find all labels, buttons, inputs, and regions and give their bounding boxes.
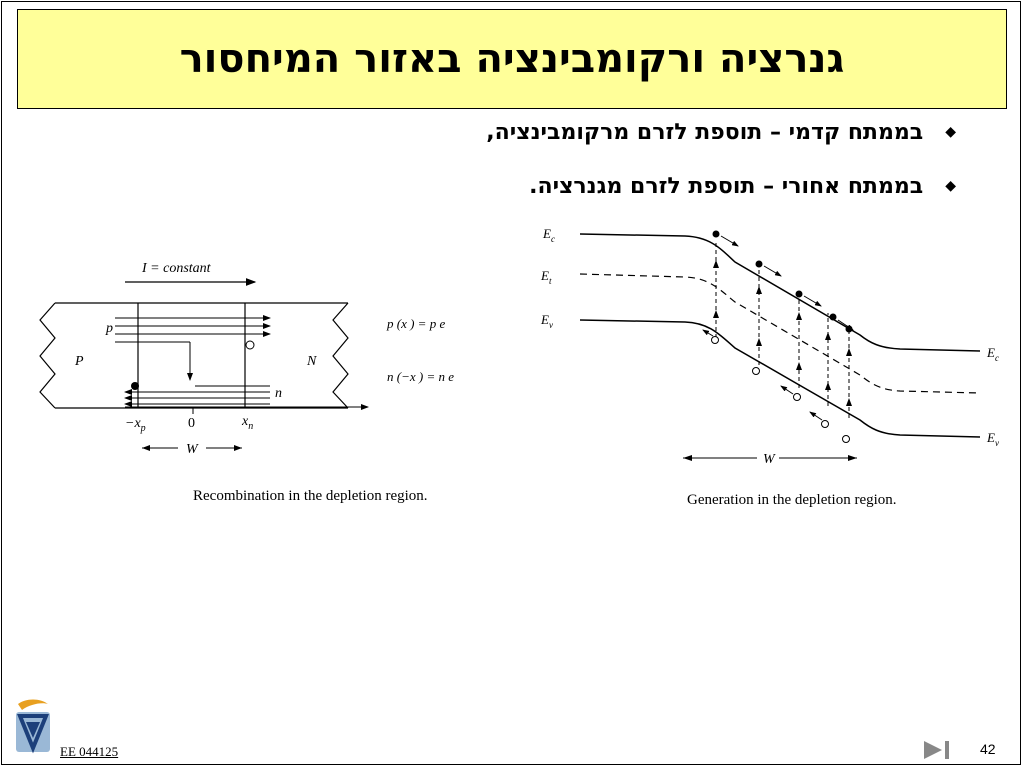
title-box	[17, 9, 1007, 109]
conduction-band-line	[580, 234, 980, 351]
course-code: EE 044125	[60, 744, 119, 759]
x-minus-label: $-x_p$	[125, 416, 146, 434]
valence-band-line	[580, 320, 980, 437]
et-label: $E_t$	[541, 268, 552, 286]
hole-icon	[246, 341, 254, 349]
electron-dots	[713, 231, 853, 333]
equation-block	[385, 308, 535, 388]
bullet-text: בממתח קדמי – תוספת לזרם מרקומבינציה,	[486, 119, 924, 145]
width-label: W	[763, 452, 775, 467]
bullet-item-forward	[486, 118, 956, 146]
bullet-text: בממתח אחורי – תוספת לזרם מגנרציה.	[529, 173, 924, 199]
electron-label: n	[275, 386, 282, 401]
p-region-label: P	[75, 354, 84, 369]
ec-left-label: $E_c$	[543, 226, 555, 244]
current-label: I = constant	[142, 261, 211, 276]
ec-right-label: $E_c$	[987, 345, 999, 363]
ev-left-label: $E_v$	[541, 312, 553, 330]
slide-title: גנרציה ורקומבינציה באזור המיחסור	[179, 36, 845, 82]
recombination-caption: Recombination in the depletion region.	[193, 488, 428, 504]
next-slide-button[interactable]	[920, 738, 956, 762]
generation-caption: Generation in the depletion region.	[687, 492, 897, 508]
left-break	[40, 303, 55, 408]
zero-label: 0	[188, 416, 195, 431]
equation-holes: p (x ) = p e	[387, 316, 446, 331]
width-label: W	[186, 442, 198, 457]
generation-diagram	[535, 220, 1005, 510]
electron-icon	[131, 382, 139, 390]
equation-electrons: n (−x ) = n e	[387, 369, 454, 384]
ev-right-label: $E_v$	[987, 430, 999, 448]
transition-arrowheads	[713, 260, 852, 406]
technion-logo-icon	[12, 698, 54, 756]
hole-label: p	[106, 321, 113, 336]
bullet-list	[486, 118, 956, 226]
trap-level-line	[580, 274, 980, 393]
diamond-bullet-icon: ◆	[945, 124, 956, 140]
x-plus-label: $x_n$	[242, 414, 254, 432]
hole-drift-arrows	[703, 330, 822, 420]
right-break	[333, 303, 348, 408]
page-number: 42	[980, 741, 996, 757]
diamond-bullet-icon: ◆	[945, 178, 956, 194]
bullet-item-reverse	[486, 172, 956, 200]
n-region-label: N	[307, 354, 317, 369]
